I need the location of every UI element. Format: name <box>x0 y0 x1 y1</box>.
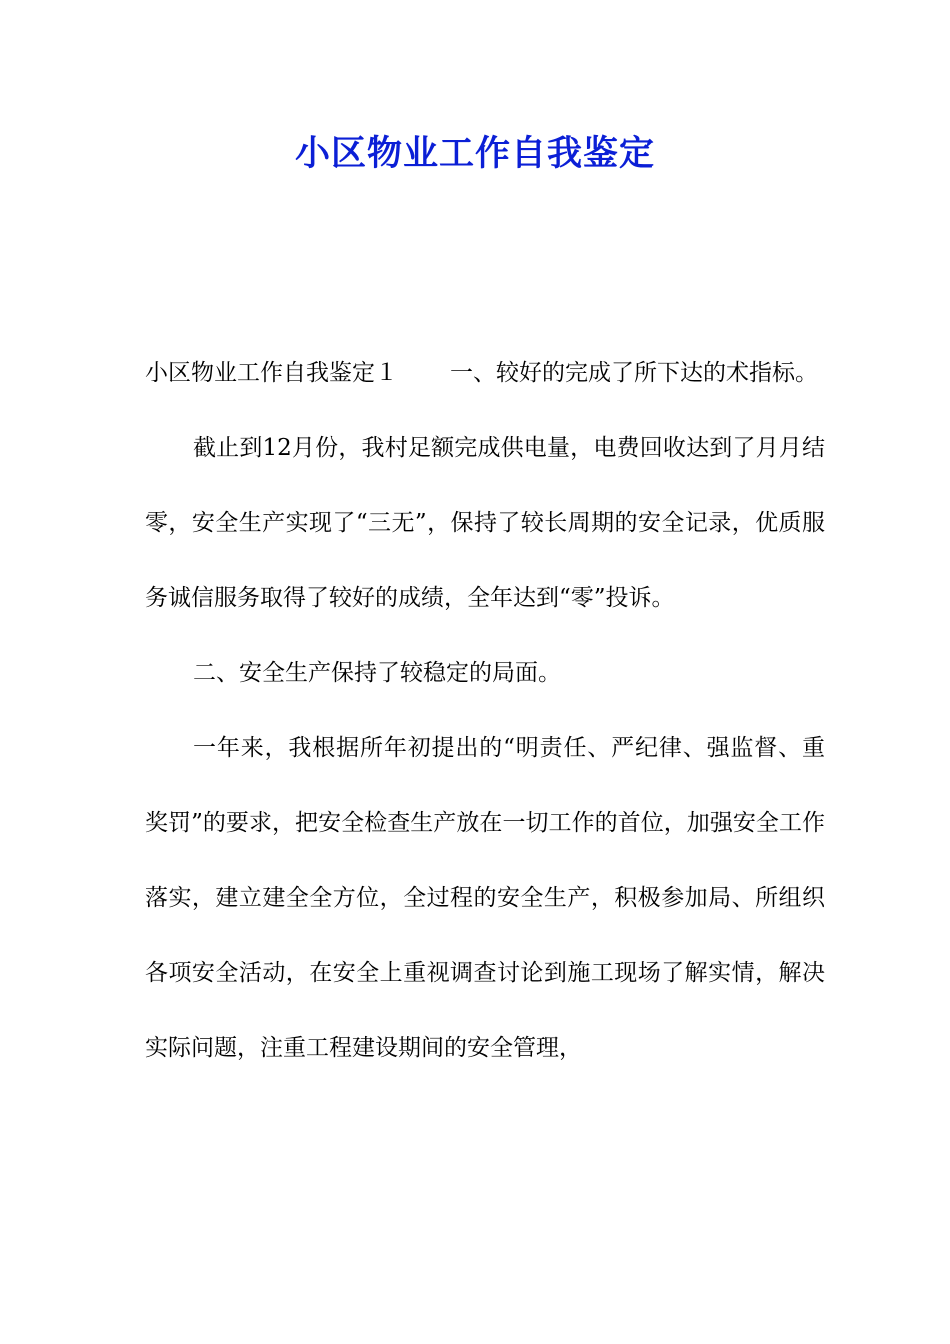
document-body <box>145 336 825 1086</box>
paragraph-2: 截止到12月份，我村足额完成供电量，电费回收达到了月月结零，安全生产实现了“三无”，保持了较长周期的安全记录，优质服务诚信服务取得了较好的成绩，全年达到“零”投诉。 <box>145 435 825 611</box>
intro-heading: 小区物业工作自我鉴定１ <box>145 360 398 386</box>
page-title: 小区物业工作自我鉴定 <box>294 133 655 174</box>
paragraph-intro <box>145 336 825 411</box>
paragraph-3: 二、安全生产保持了较稳定的局面。 <box>193 660 561 686</box>
paragraph-1-text: 一、较好的完成了所下达的术指标。 <box>450 360 818 386</box>
paragraph-4: 一年来，我根据所年初提出的“明责任、严纪律、强监督、重奖罚”的要求，把安全检查生产放在一切工作的首位，加强安全工作落实，建立建全全方位，全过程的安全生产，积极参加局、所组织各项安全活动，在安全上重视调查讨论到施工现场了解实情，解决实际问题，注重工程建设期间的安全管理， <box>145 735 825 1061</box>
